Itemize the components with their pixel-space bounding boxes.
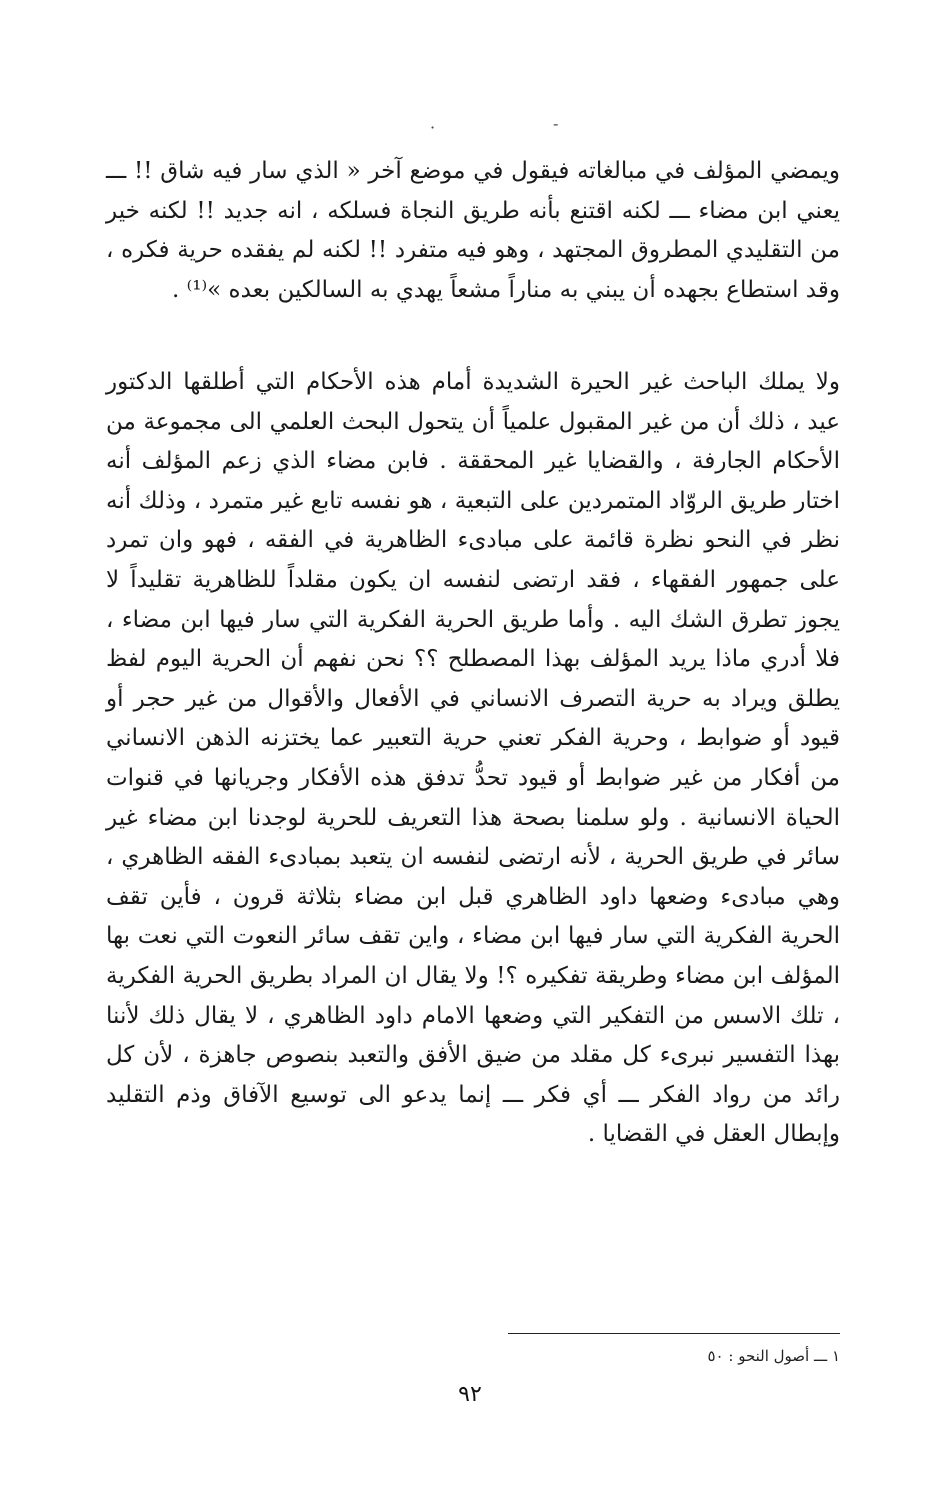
page-number: ٩٢ <box>458 1382 482 1407</box>
scan-speck: · <box>430 118 436 137</box>
paragraph-1: ويمضي المؤلف في مبالغاته فيقول في موضع آخر « الذي سار فيه شاق !! ـــ يعني ابن مضاء ـــ لكنه اقتنع بأنه طريق النجاة فسلكه ، انه جديد !! لكنه خير من التقليدي المطروق المجتهد ، وهو فيه متفرد !! لكنه لم يفقده حرية فكره ، وقد استطاع بجهده أن يبني به مناراً مشعاً يهدي به السالكين بعده »⁽¹⁾ . <box>106 158 840 303</box>
footnote: ١ ـــ أصول النحو : ٥٠ <box>707 1347 840 1365</box>
footnote-separator <box>508 1333 840 1334</box>
scan-speck: - <box>553 114 559 133</box>
paragraph-2: ولا يملك الباحث غير الحيرة الشديدة أمام هذه الأحكام التي أطلقها الدكتور عيد ، ذلك أن من غير المقبول علمياً أن يتحول البحث العلمي الى مجموعة من الأحكام الجارفة ، والقضايا غير المحققة . فابن مضاء الذي زعم المؤلف أنه اختار طريق الروّاد المتمردين على التبعية ، هو نفسه تابع غير متمرد ، وذلك أنه نظر في النحو نظرة قائمة على مبادىء الظاهرية في الفقه ، فهو وان تمرد على جمهور الفقهاء ، فقد ارتضى لنفسه ان يكون مقلداً للظاهرية تقليداً لا يجوز تطرق الشك اليه . وأما طريق الحرية الفكرية التي سار فيها ابن مضاء ، فلا أدري ماذا يريد المؤلف بهذا المصطلح ؟؟ نحن نفهم أن الحرية اليوم لفظ يطلق ويراد به حرية التصرف الانساني في الأفعال والأقوال من غير حجر أو قيود أو ضوابط ، وحرية الفكر تعني حرية التعبير عما يختزنه الذهن الانساني من أفكار من غير ضوابط أو قيود تحدُّ تدفق هذه الأفكار وجريانها في قنوات الحياة الانسانية . ولو سلمنا بصحة هذا التعريف للحرية لوجدنا ابن مضاء غير سائر في طريق الحرية ، لأنه ارتضى لنفسه ان يتعبد بمبادىء الفقه الظاهري ، وهي مبادىء وضعها داود الظاهري قبل ابن مضاء بثلاثة قرون ، فأين تقف الحرية الفكرية التي سار فيها ابن مضاء ، واين تقف سائر النعوت التي نعت بها المؤلف ابن مضاء وطريقة تفكيره ؟! ولا يقال ان المراد بطريق الحرية الفكرية ، تلك الاسس من التفكير التي وضعها الامام داود الظاهري ، لا يقال ذلك لأننا بهذا التفسير نبرىء كل مقلد من ضيق الأفق والتعبد بنصوص جاهزة ، لأن كل رائد من رواد الفكر ـــ أي فكر ـــ إنما يدعو الى توسيع الآفاق وذم التقليد وإبطال العقل في القضايا . <box>106 369 840 1148</box>
